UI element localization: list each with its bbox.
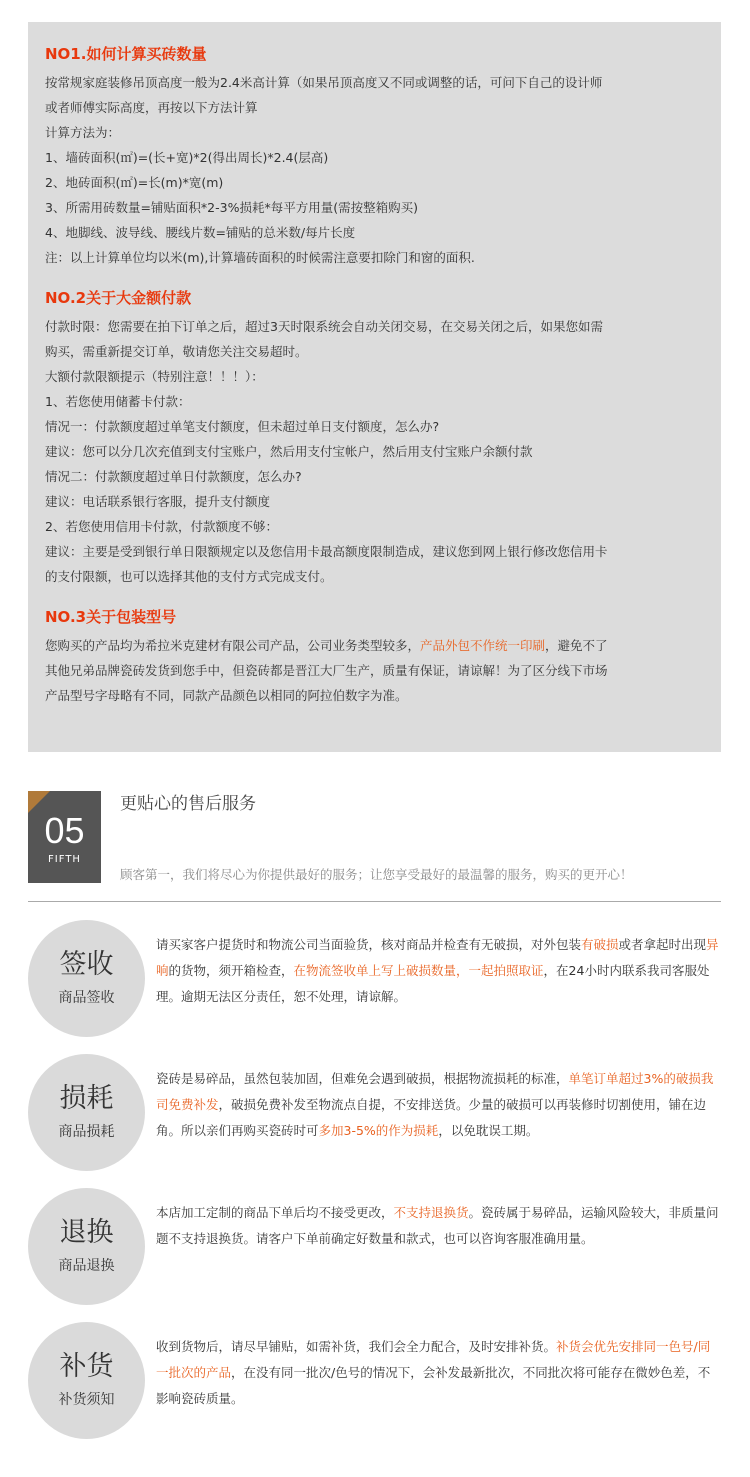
calc-line-3: 计算方法为： [45,125,121,140]
return-circle-title: 退换 [59,1217,114,1248]
signoff-circle-subtitle: 商品签收 [58,990,115,1006]
badge-number: 05 [44,810,85,851]
loss-text-1: 瓷砖是易碎品，虽然包装加固，但难免会遇到破损，根据物流损耗的标准， [156,1071,569,1086]
pay-line-4: 1、若您使用储蓄卡付款： [45,394,191,409]
pay-line-11: 的支付限额，也可以选择其他的支付方式完成支付。 [45,569,333,584]
service-item-restock [28,1322,721,1432]
loss-text [156,1066,722,1144]
loss-text-3: ，以免耽误工期。 [438,1123,539,1138]
section-title-calc: NO1.如何计算买砖数量 [45,45,207,63]
section-title-payment: NO.2关于大金额付款 [45,289,192,307]
loss-circle-subtitle: 商品损耗 [58,1124,115,1140]
signoff-text [156,932,722,1010]
signoff-circle [28,920,145,1037]
loss-circle [28,1054,145,1171]
signoff-text-3: 的货物，须开箱检查， [168,963,294,978]
pay-line-1: 付款时限：您需要在拍下订单之后，超过3天时限系统会自动关闭交易，在交易关闭之后，如果您如需 [45,319,603,334]
pack-line-1 [45,633,704,658]
service-item-loss [28,1054,721,1164]
restock-circle [28,1322,145,1439]
pack-line-1a: 您购买的产品均为希拉米克建材有限公司产品，公司业务类型较多， [45,638,421,653]
calc-line-7: 4、地脚线、波导线、腰线片数=铺贴的总米数/每片长度 [45,225,356,240]
calc-line-1: 按常规家庭装修吊顶高度一般为2.4米高计算（如果吊顶高度又不同或调整的话，可问下自己的设计师 [45,75,603,90]
signoff-highlight-2: 异响 [156,937,719,978]
calc-line-4: 1、墙砖面积(㎡)=(长+宽)*2(得出周长)*2.4(层高) [45,150,329,165]
signoff-highlight-1: 有破损 [581,937,619,952]
section-badge [28,791,101,883]
pack-line-2: 其他兄弟品牌瓷砖发货到您手中，但瓷砖都是晋江大厂生产，质量有保证，请谅解！为了区分线下市场 [45,663,608,678]
section-title-packaging: NO.3关于包装型号 [45,608,177,626]
pay-line-2: 购买，需重新提交订单，敬请您关注交易超时。 [45,344,308,359]
pack-line-3: 产品型号字母略有不同，同款产品颜色以相同的阿拉伯数字为准。 [45,688,408,703]
return-circle-subtitle: 商品退换 [58,1258,115,1274]
signoff-text-1: 请买家客户提货时和物流公司当面验货，核对商品并检查有无破损，对外包装 [156,937,582,952]
restock-text-1: 收到货物后，请尽早铺贴，如需补货，我们会全力配合，及时安排补货。 [156,1339,557,1354]
restock-text [156,1334,722,1412]
return-circle [28,1188,145,1305]
restock-circle-subtitle: 补货须知 [58,1392,115,1408]
pay-line-9: 2、若您使用信用卡付款，付款额度不够： [45,519,278,534]
after-sales-header [28,791,721,883]
service-item-return [28,1188,721,1298]
service-item-signoff [28,920,721,1030]
pay-line-5: 情况一：付款额度超过单笔支付额度，但未超过单日支付额度，怎么办? [45,419,440,434]
return-text-2: 。瓷砖属于易碎品，运输风险较大，非质量问题不支持退换货。请客户下单前确定好数量和款式，也可以咨询客服准确用量。 [156,1205,719,1246]
signoff-text-2: 或者拿起时出现 [618,937,707,952]
return-text [156,1200,722,1252]
pack-line-1c: ，避免不了 [545,638,608,653]
return-highlight-1: 不支持退换货 [393,1205,469,1220]
calc-line-2: 或者师傅实际高度，再按以下方法计算 [45,100,258,115]
signoff-text-4: ，在24小时内联系我司客服处理。逾期无法区分责任，恕不处理，请谅解。 [156,963,710,1004]
calc-line-5: 2、地砖面积(㎡)=长(m)*宽(m) [45,175,224,190]
return-text-1: 本店加工定制的商品下单后均不接受更改， [156,1205,394,1220]
pay-line-10: 建议：主要是受到银行单日限额规定以及您信用卡最高额度限制造成，建议您到网上银行修改您信用卡 [45,544,608,559]
pay-line-7: 情况二：付款额度超过单日付款额度，怎么办? [45,469,302,484]
restock-circle-title: 补货 [59,1351,114,1382]
calc-line-6: 3、所需用砖数量=铺贴面积*2-3%损耗*每平方用量(需按整箱购买) [45,200,418,215]
pack-highlight: 产品外包不作统一印刷 [420,638,546,653]
badge-subtitle: FIFTH [48,854,81,865]
loss-highlight-1: 单笔订单超过3%的破损我司免费补发 [156,1071,714,1112]
pay-line-8: 建议：电话联系银行客服，提升支付额度 [45,494,271,509]
pay-line-3: 大额付款限额提示（特别注意！！！）： [45,369,264,384]
signoff-circle-title: 签收 [59,949,114,980]
signoff-highlight-3: 在物流签收单上写上破损数量，一起拍照取证 [293,963,544,978]
header-divider [28,901,721,902]
pay-line-6: 建议：您可以分几次充值到支付宝账户，然后用支付宝帐户，然后用支付宝账户余额付款 [45,444,533,459]
loss-highlight-2: 多加3-5%的作为损耗 [318,1123,439,1138]
after-sales-title: 更贴心的售后服务 [120,794,256,814]
purchase-info-panel [28,22,721,752]
loss-circle-title: 损耗 [59,1083,114,1114]
calc-line-8: 注：以上计算单位均以米(m),计算墙砖面积的时候需注意要扣除门和窗的面积. [45,250,475,265]
restock-highlight-1: 补货会优先安排同一色号/同一批次的产品 [156,1339,711,1380]
after-sales-description: 顾客第一，我们将尽心为你提供最好的服务；让您享受最好的最温馨的服务，购买的更开心！ [120,867,633,882]
restock-text-2: ，在没有同一批次/色号的情况下，会补发最新批次，不同批次将可能存在微妙色差，不影响瓷砖质量。 [156,1365,711,1406]
loss-text-2: ，破损免费补发至物流点自提，不安排送货。少量的破损可以再装修时切割使用，铺在边角。所以亲们再购买瓷砖时可 [156,1097,707,1138]
